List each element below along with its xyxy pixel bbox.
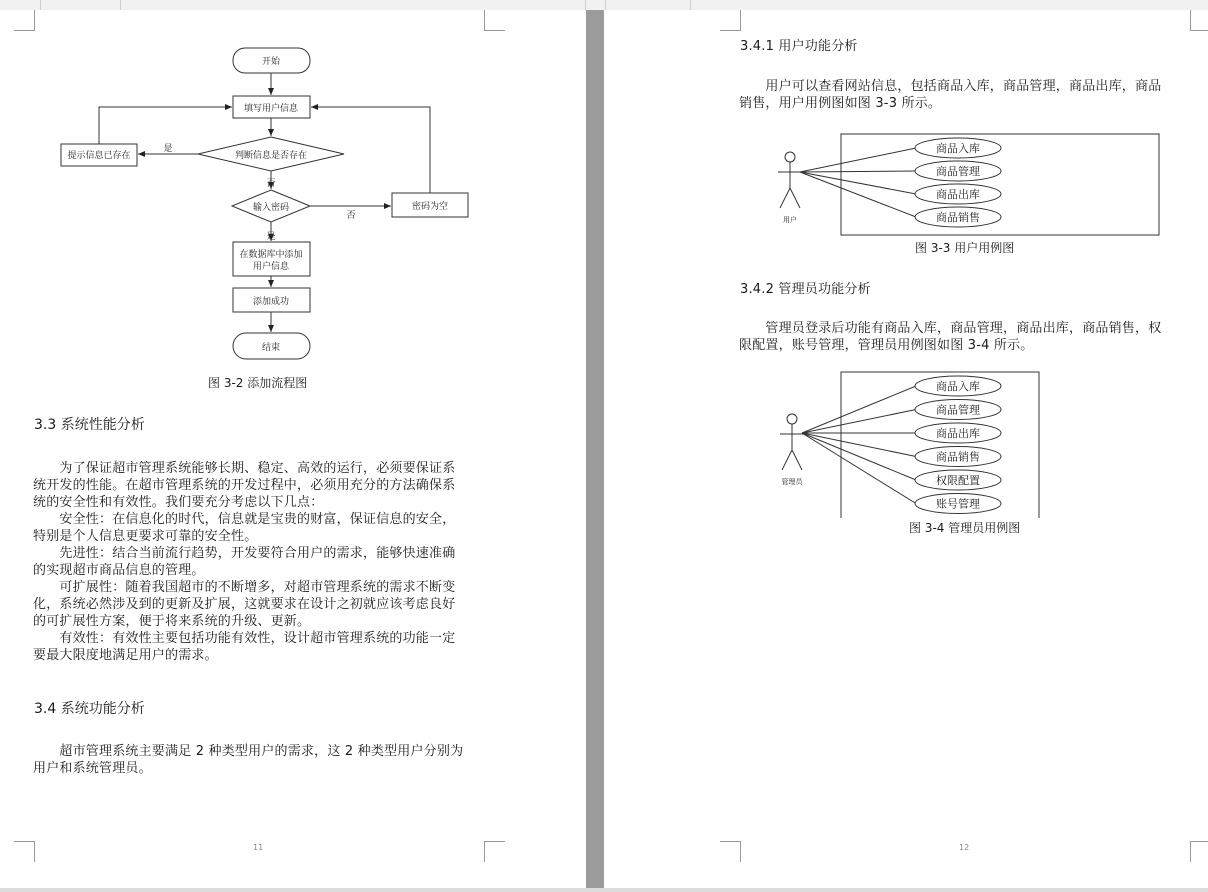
section-heading: 3.4 系统功能分析	[34, 701, 145, 717]
usecase-label: 商品管理	[936, 165, 980, 178]
actor-label: 用户	[783, 216, 797, 224]
admin-usecase-diagram	[604, 358, 1208, 518]
password-empty-label: 密码为空	[411, 202, 449, 212]
actor-figure	[778, 152, 802, 208]
section-heading: 3.3 系统性能分析	[34, 417, 145, 433]
crop-mark	[484, 841, 505, 862]
figure-caption: 图 3-3 用户用例图	[915, 241, 1015, 255]
input-password-label: 输入密码	[252, 203, 290, 213]
association-line	[800, 171, 916, 172]
fill-info-label: 填写用户信息	[243, 104, 299, 114]
association-line	[800, 148, 916, 172]
window-bottom-strip	[0, 888, 1208, 892]
no-label: 否	[266, 179, 276, 189]
crop-mark	[1190, 841, 1208, 862]
usecase-label: 权限配置	[936, 474, 980, 487]
paragraph-line: 安全性：在信息化的时代，信息就是宝贵的财富，保证信息的安全，	[33, 512, 456, 527]
judge-label: 判断信息是否存在	[234, 151, 308, 161]
section-paragraph	[33, 460, 493, 664]
usecase-label: 商品入库	[936, 380, 980, 393]
usecase-label: 商品出库	[936, 427, 980, 440]
document-page-11	[0, 10, 586, 888]
paragraph-line: 的实现超市商品信息的管理。	[33, 563, 205, 578]
add-db-label-line2: 用户信息	[252, 262, 290, 272]
association-line	[802, 433, 916, 480]
add-db-label-line1: 在数据库中添加	[239, 250, 303, 260]
subsection-heading: 3.4.2 管理员功能分析	[740, 282, 871, 297]
user-usecase-diagram	[604, 120, 1208, 240]
association-line	[802, 386, 916, 433]
add-flowchart	[0, 10, 586, 390]
paragraph-line: 先进性：结合当前流行趋势，开发要符合用户的需求，能够快速准确	[33, 546, 456, 561]
paragraph-line: 管理员登录后功能有商品入库，商品管理，商品出库，商品销售，权	[739, 321, 1162, 336]
actor-label: 管理员	[781, 478, 803, 486]
paragraph-line: 要最大限度地满足用户的需求。	[33, 648, 218, 663]
yes-label: 是	[163, 144, 173, 154]
paragraph-line: 有效性：有效性主要包括功能有效性，设计超市管理系统的功能一定	[33, 631, 456, 646]
association-line	[802, 433, 916, 504]
subsection-heading: 3.4.1 用户功能分析	[740, 39, 858, 54]
section-paragraph	[739, 320, 1191, 354]
crop-mark	[1190, 10, 1208, 31]
usecase-label: 商品入库	[936, 142, 980, 155]
crop-mark	[14, 841, 35, 862]
usecase-label: 商品销售	[936, 450, 980, 464]
paragraph-line: 销售，用户用例图如图 3-3 所示。	[739, 96, 942, 111]
end-label: 结束	[261, 343, 281, 353]
paragraph-line: 统的安全性和有效性。我们要充分考虑以下几点：	[33, 495, 324, 510]
no-label-2: 否	[346, 211, 356, 221]
page-number: 11	[253, 843, 264, 852]
figure-caption: 图 3-2 添加流程图	[208, 376, 308, 390]
paragraph-line: 特别是个人信息更要求可靠的安全性。	[33, 529, 258, 544]
usecase-label: 商品销售	[936, 211, 980, 224]
paragraph-line: 超市管理系统主要满足 2 种类型用户的需求，这 2 种类型用户分别为	[33, 744, 464, 759]
start-label: 开始	[261, 57, 281, 67]
page-gap	[586, 10, 604, 888]
paragraph-line: 用户和系统管理员。	[33, 761, 152, 776]
document-page-12	[604, 10, 1208, 888]
figure-caption: 图 3-4 管理员用例图	[909, 521, 1021, 535]
association-line	[802, 410, 916, 434]
usecase-label: 账号管理	[936, 497, 980, 511]
page-number: 12	[959, 843, 970, 852]
paragraph-line: 可扩展性：随着我国超市的不断增多，对超市管理系统的需求不断变	[33, 580, 456, 595]
usecase-label: 商品管理	[936, 403, 980, 417]
association-line	[802, 433, 916, 457]
section-paragraph	[739, 78, 1191, 112]
crop-mark	[720, 10, 741, 31]
paragraph-line: 统开发的性能。在超市管理系统的开发过程中，必须用充分的方法确保系	[33, 478, 456, 493]
paragraph-line: 用户可以查看网站信息，包括商品入库，商品管理，商品出库，商品	[739, 79, 1162, 94]
association-line	[800, 172, 916, 217]
paragraph-line: 限配置，账号管理，管理员用例图如图 3-4 所示。	[739, 338, 1034, 353]
exists-label: 提示信息已存在	[67, 151, 131, 161]
paragraph-line: 化，系统必然涉及到的更新及扩展，这就要求在设计之初就应该考虑良好	[33, 597, 456, 612]
section-paragraph	[33, 743, 493, 777]
yes-label-2: 是	[266, 232, 276, 242]
paragraph-line: 为了保证超市管理系统能够长期、稳定、高效的运行，必须要保证系	[33, 461, 456, 476]
actor-figure	[780, 414, 804, 470]
association-line	[800, 172, 916, 194]
paragraph-line: 的可扩展性方案，便于将来系统的升级、更新。	[33, 614, 311, 629]
crop-mark	[720, 841, 741, 862]
usecase-label: 商品出库	[936, 188, 980, 201]
add-success-label: 添加成功	[252, 297, 290, 307]
